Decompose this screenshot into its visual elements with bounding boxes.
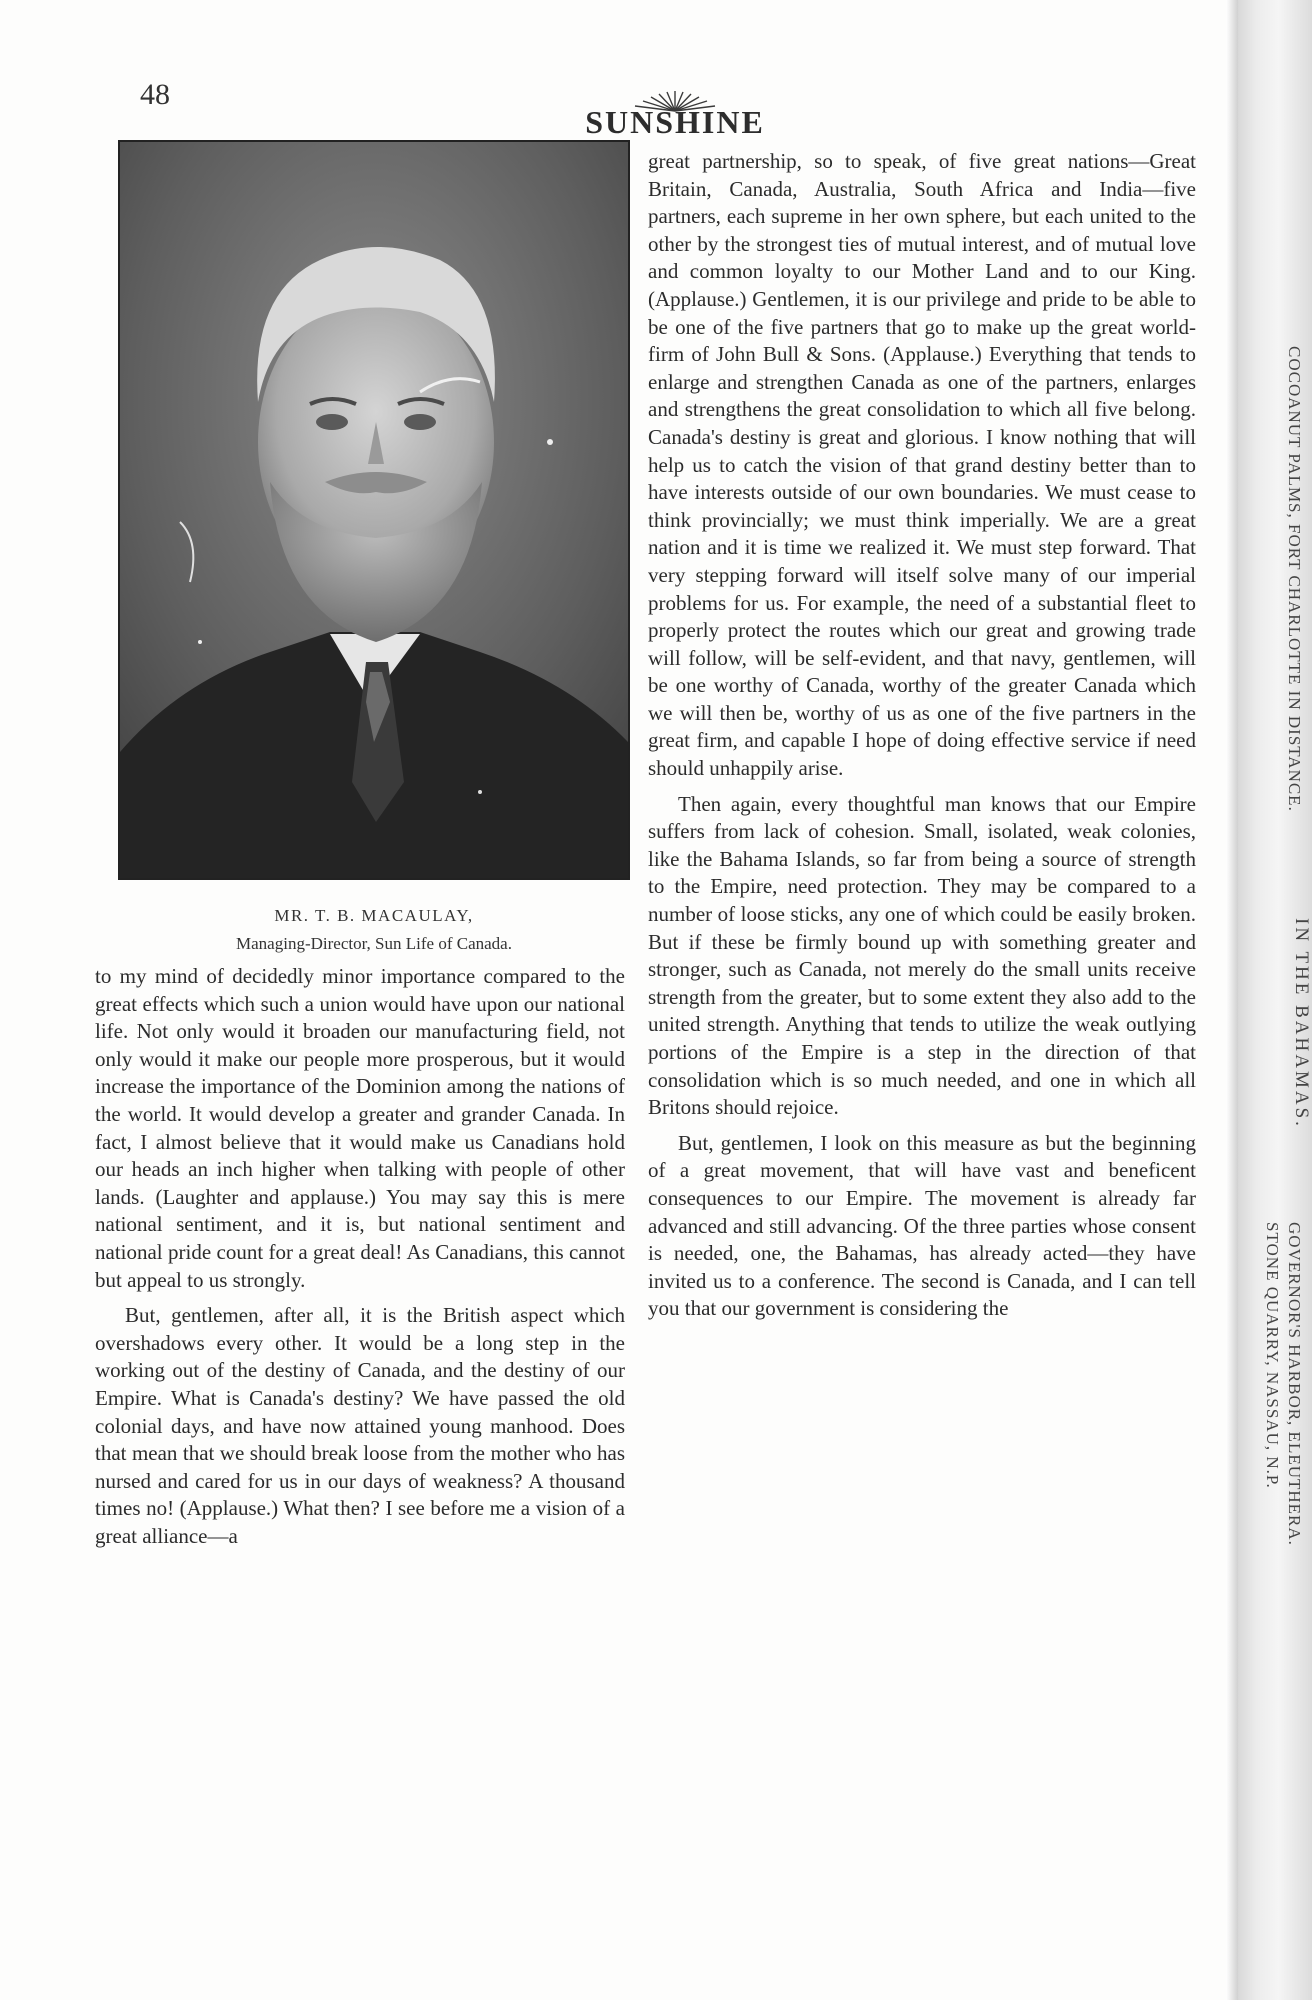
masthead-title: SUNSHINE (585, 104, 765, 140)
left-paragraph-2: But, gentlemen, after all, it is the British aspect which overshadows every other. It would be a long step in the working out of the destiny of Canada, and the destiny of our Empire. What is Canada's destiny? We have passed the old colonial days, and have now attained young manhood. Does that mean that we should break loose from the mother who has nursed and cared for us in our days of weakness? A thousand times no! (Applause.) What then? I see before me a vision of a great alliance—a (95, 1303, 625, 1548)
right-column (648, 148, 1196, 1331)
caption-name: MR. T. B. MACAULAY, (274, 906, 474, 925)
page-number: 48 (140, 78, 170, 111)
spine-caption-2: IN THE BAHAMAS. (1291, 918, 1312, 1129)
portrait-caption (118, 906, 630, 954)
left-column (95, 963, 625, 1558)
right-paragraph-2: Then again, every thoughtful man knows that our Empire suffers from lack of cohesion. Small, isolated, weak colonies, like the Bahama Islands, so far from being a source of strength to the Empire, need protection. They may be compared to a number of loose sticks, any one of which could be easily broken. But if these be firmly bound up with something greater and stronger, such as Canada, not merely do the small units receive strength from the greater, but to some extent they also add to the united strength. Anything that tends to utilize the weak outlying portions of the Empire is a step in the direction of that consolidation which is so much needed, and one in which all Britons should rejoice. (648, 791, 1196, 1120)
left-paragraph-1: to my mind of decidedly minor importance compared to the great effects which such a union would have upon our national life. Not only would it broaden our manufacturing field, not only would it make our people more prosperous, but it would increase the importance of the Dominion among the nations of the world. It would develop a greater and grander Canada. In fact, I almost believe that it would make us Canadians hold our heads an inch higher when talking with people of other lands. (Laughter and applause.) You may say this is mere national sentiment, and it is, but national sentiment and national pride count for a great deal! As Canadians, this cannot but appeal to us strongly. (95, 964, 625, 1292)
portrait-photo (118, 140, 630, 880)
right-paragraph-1: great partnership, so to speak, of five great nations—Great Britain, Canada, Australia, South Africa and India—five partners, each supreme in her own sphere, but each united to the other by the strongest ties of mutual interest, and of mutual love and common loyalty to our Mother Land and to our King. (Applause.) Gentlemen, it is our privilege and pride to be able to be one of the five partners that go to make up the great world-firm of John Bull & Sons. (Applause.) Everything that tends to enlarge and strengthen Canada as one of the partners, enlarges and strengthens the great consolidation to which all five belong. Canada's destiny is great and glorious. I know nothing that will help us to catch the vision of that grand destiny better than to have interests outside of our own boundaries. We must cease to think provincially; we must think imperially. We are a great nation and it is time we realized it. We must step forward. That very stepping forward will itself solve many of our imperial problems for us. For example, the need of a substantial fleet to properly protect the routes which our great and growing trade will follow, will be self-evident, and that navy, gentlemen, will be one worthy of Canada, worthy of the greater Canada which we will then be, worthy of us as one of the five partners in the great firm, and capable I hope of doing effective service if need should unhappily arise. (648, 149, 1196, 781)
spine-caption-4: GOVERNOR'S HARBOR, ELEUTHERA. (1285, 1222, 1304, 1546)
spine-caption-1: COCOANUT PALMS, FORT CHARLOTTE IN DISTANCE. (1285, 346, 1304, 812)
right-paragraph-3: But, gentlemen, I look on this measure as but the beginning of a great movement, that will have vast and beneficent consequences to our Empire. The movement is already far advanced and still advancing. Of the three parties whose consent is needed, one, the Bahamas, has already acted—they have invited us to a conference. The second is Canada, and I can tell you that our government is considering the (648, 1130, 1196, 1321)
caption-title: Managing-Director, Sun Life of Canada. (236, 934, 512, 953)
spine-caption-3: STONE QUARRY, NASSAU, N.P. (1263, 1222, 1282, 1489)
masthead (585, 90, 765, 140)
